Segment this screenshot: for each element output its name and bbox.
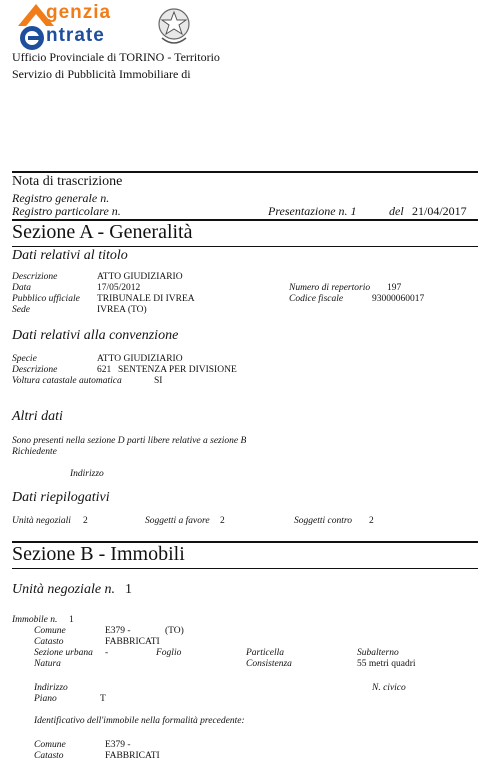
richiedente-indirizzo-label: Indirizzo [70, 469, 104, 479]
logo-text-agenzia: genzia [46, 2, 112, 23]
sezione-urbana-label: Sezione urbana [34, 648, 93, 658]
soggetti-favore-label: Soggetti a favore [145, 516, 210, 526]
precedente-catasto-label: Catasto [34, 751, 64, 761]
convenzione-descrizione-value: SENTENZA PER DIVISIONE [118, 365, 237, 375]
service-name: Servizio di Pubblicità Immobiliare di [12, 67, 191, 81]
numero-civico-label: N. civico [372, 683, 406, 693]
data-label: Data [12, 283, 31, 293]
specie-label: Specie [12, 354, 37, 364]
dati-titolo-heading: Dati relativi al titolo [12, 248, 128, 263]
dati-convenzione-heading: Dati relativi alla convenzione [12, 328, 179, 343]
italian-republic-emblem-icon [156, 4, 192, 48]
comune-label: Comune [34, 626, 66, 636]
soggetti-contro-value: 2 [369, 516, 374, 526]
descrizione-label: Descrizione [12, 272, 58, 282]
del-label: del [389, 204, 404, 218]
data-value: 17/05/2012 [97, 283, 141, 293]
pubblico-ufficiale-value: TRIBUNALE DI IVREA [97, 294, 195, 304]
natura-label: Natura [34, 659, 61, 669]
presentazione-date: 21/04/2017 [412, 204, 467, 218]
convenzione-descrizione-code: 621 [97, 365, 112, 375]
specie-value: ATTO GIUDIZIARIO [97, 354, 183, 364]
identificativo-precedente-label: Identificativo dell'immobile nella formalità precedente: [34, 716, 245, 726]
consistenza-value: 55 metri quadri [357, 659, 416, 669]
voltura-label: Voltura catastale automatica [12, 376, 122, 386]
foglio-label: Foglio [156, 648, 182, 658]
richiedente-label: Richiedente [12, 447, 57, 457]
divider [12, 171, 478, 173]
sede-value: IVREA (TO) [97, 305, 147, 315]
nota-title: Nota di trascrizione [12, 174, 123, 189]
particella-label: Particella [246, 648, 284, 658]
sezione-urbana-value: - [105, 648, 109, 658]
divider [12, 568, 478, 569]
voltura-value: SI [154, 376, 163, 386]
sezione-b-title: Sezione B - Immobili [12, 543, 185, 565]
agenzia-entrate-logo [14, 4, 154, 50]
dati-riepilogativi-heading: Dati riepilogativi [12, 490, 110, 505]
registro-generale-label: Registro generale n. [12, 191, 110, 205]
immobile-value: 1 [69, 615, 74, 625]
repertorio-value: 197 [387, 283, 402, 293]
pubblico-ufficiale-label: Pubblico ufficiale [12, 294, 80, 304]
soggetti-contro-label: Soggetti contro [294, 516, 352, 526]
office-name: Ufficio Provinciale di TORINO - Territorio [12, 50, 220, 64]
unita-negoziali-label: Unità negoziali [12, 516, 71, 526]
sezione-a-title: Sezione A - Generalità [12, 221, 193, 243]
precedente-catasto-value: FABBRICATI [105, 751, 160, 761]
soggetti-favore-value: 2 [220, 516, 225, 526]
altri-dati-text: Sono presenti nella sezione D parti libere relative a sezione B [12, 436, 247, 446]
divider [12, 246, 478, 247]
precedente-comune-value: E379 - [105, 740, 131, 750]
catasto-label: Catasto [34, 637, 64, 647]
piano-label: Piano [34, 694, 57, 704]
unita-negoziali-value: 2 [83, 516, 88, 526]
codice-fiscale-value: 93000060017 [372, 294, 425, 304]
repertorio-label: Numero di repertorio [289, 283, 371, 293]
unita-negoziale-value: 1 [125, 582, 132, 597]
indirizzo-label: Indirizzo [34, 683, 68, 693]
comune-province: (TO) [165, 626, 184, 636]
convenzione-descrizione-label: Descrizione [12, 365, 58, 375]
sede-label: Sede [12, 305, 30, 315]
immobile-label: Immobile n. [12, 615, 58, 625]
catasto-value: FABBRICATI [105, 637, 160, 647]
descrizione-value: ATTO GIUDIZIARIO [97, 272, 183, 282]
codice-fiscale-label: Codice fiscale [289, 294, 344, 304]
logo-text-entrate: ntrate [46, 25, 105, 46]
precedente-comune-label: Comune [34, 740, 66, 750]
presentazione-label: Presentazione n. 1 [268, 204, 357, 218]
registro-particolare-label: Registro particolare n. [12, 204, 121, 218]
subalterno-label: Subalterno [357, 648, 399, 658]
unita-negoziale-label: Unità negoziale n. [12, 582, 116, 597]
altri-dati-heading: Altri dati [12, 409, 63, 424]
consistenza-label: Consistenza [246, 659, 292, 669]
comune-code: E379 - [105, 626, 131, 636]
piano-value: T [100, 694, 106, 704]
